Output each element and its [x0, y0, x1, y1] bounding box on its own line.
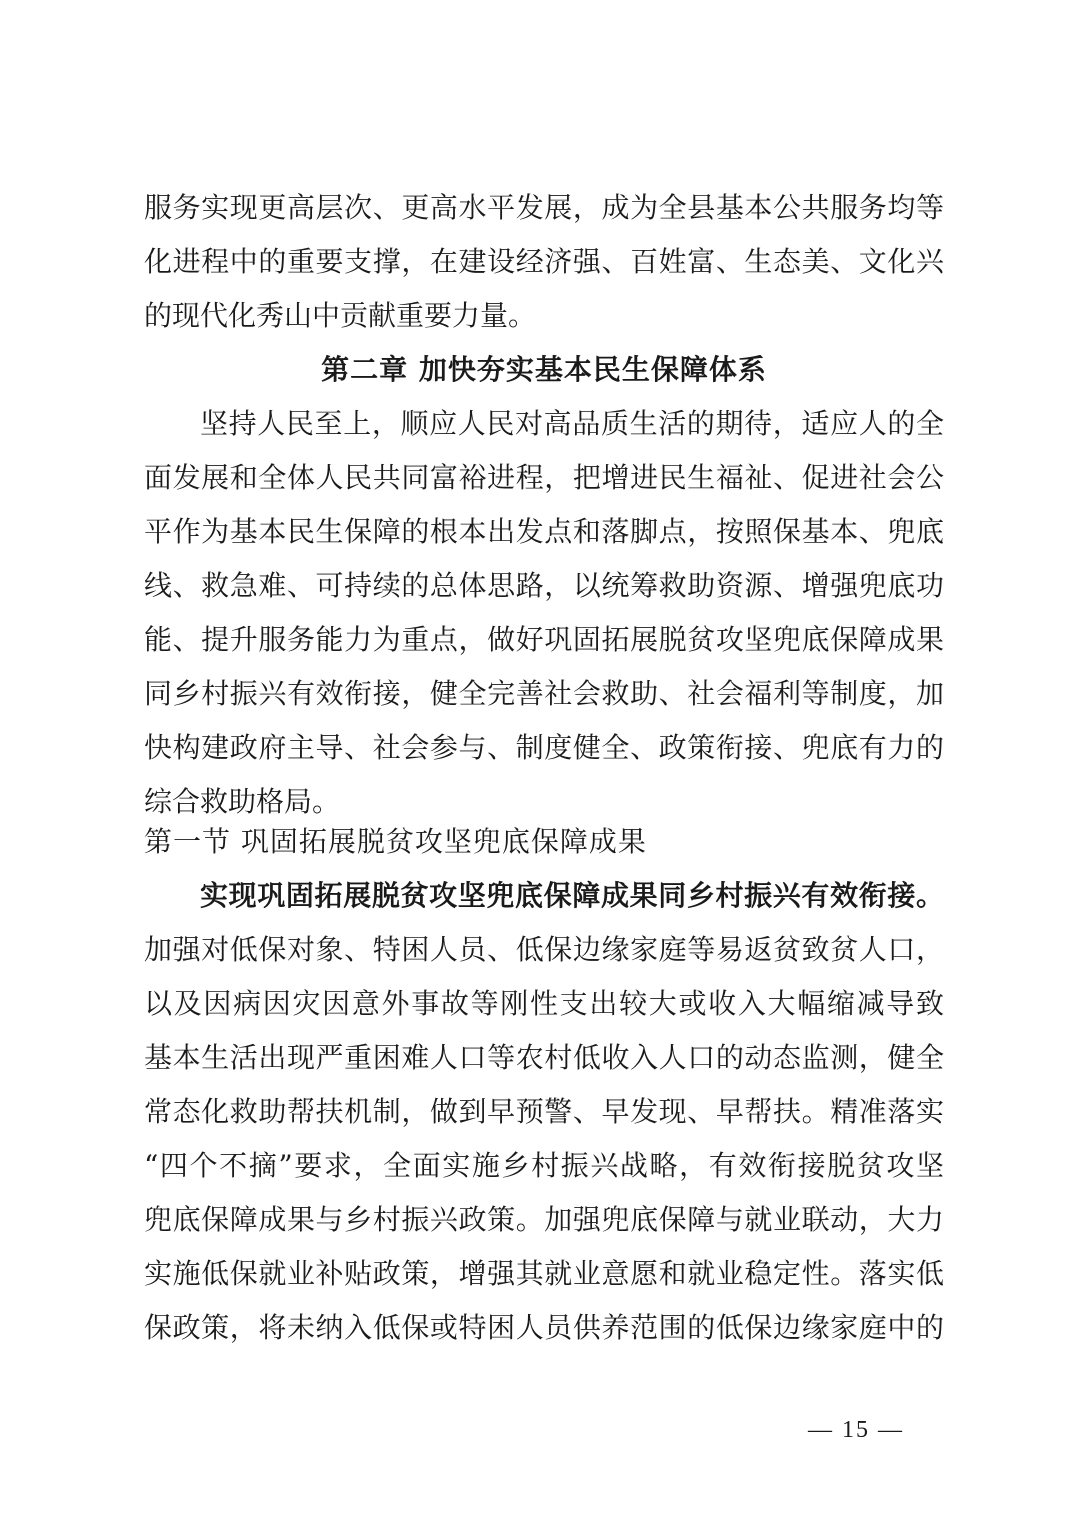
- section-paragraph: [144, 869, 944, 1355]
- page-number: — 15 —: [808, 1417, 904, 1443]
- text-line: 坚持人民至上，顺应人民对高品质生活的期待，适应人的全: [200, 407, 944, 440]
- text-line: 服务实现更高层次、更高水平发展，成为全县基本公共服务均等: [144, 191, 944, 224]
- intro-paragraph: [144, 181, 944, 343]
- text-line: 基本生活出现严重困难人口等农村低收入人口的动态监测，健全: [144, 1041, 944, 1074]
- chapter-title: 第二章 加快夯实基本民生保障体系: [321, 353, 767, 386]
- text-line: 的现代化秀山中贡献重要力量。: [144, 299, 537, 332]
- text-line: 综合救助格局。: [144, 785, 341, 818]
- text-line: 保政策，将未纳入低保或特困人员供养范围的低保边缘家庭中的: [144, 1311, 944, 1344]
- bold-lead-sentence: 实现巩固拓展脱贫攻坚兜底保障成果同乡村振兴有效衔接。: [200, 879, 944, 912]
- text-line: 实施低保就业补贴政策，增强其就业意愿和就业稳定性。落实低: [144, 1257, 944, 1290]
- text-line: 加强对低保对象、特困人员、低保边缘家庭等易返贫致贫人口，: [144, 933, 944, 966]
- text-line: 常态化救助帮扶机制，做到早预警、早发现、早帮扶。精准落实: [144, 1095, 944, 1128]
- text-line: 线、救急难、可持续的总体思路，以统筹救助资源、增强兜底功: [144, 569, 944, 602]
- text-line: 化进程中的重要支撑，在建设经济强、百姓富、生态美、文化兴: [144, 245, 944, 278]
- chapter-paragraph: [144, 397, 944, 829]
- text-line: 以及因病因灾因意外事故等刚性支出较大或收入大幅缩减导致: [144, 987, 944, 1020]
- text-line: 快构建政府主导、社会参与、制度健全、政策衔接、兜底有力的: [144, 731, 944, 764]
- text-line: 同乡村振兴有效衔接，健全完善社会救助、社会福利等制度，加: [144, 677, 944, 710]
- text-line: “四个不摘”要求，全面实施乡村振兴战略，有效衔接脱贫攻坚: [144, 1149, 944, 1182]
- text-line: 平作为基本民生保障的根本出发点和落脚点，按照保基本、兜底: [144, 515, 944, 548]
- text-line: 面发展和全体人民共同富裕进程，把增进民生福祉、促进社会公: [144, 461, 944, 494]
- text-line: 能、提升服务能力为重点，做好巩固拓展脱贫攻坚兜底保障成果: [144, 623, 944, 656]
- section-title: 第一节 巩固拓展脱贫攻坚兜底保障成果: [144, 825, 647, 858]
- text-line: 兜底保障成果与乡村振兴政策。加强兜底保障与就业联动，大力: [144, 1203, 944, 1236]
